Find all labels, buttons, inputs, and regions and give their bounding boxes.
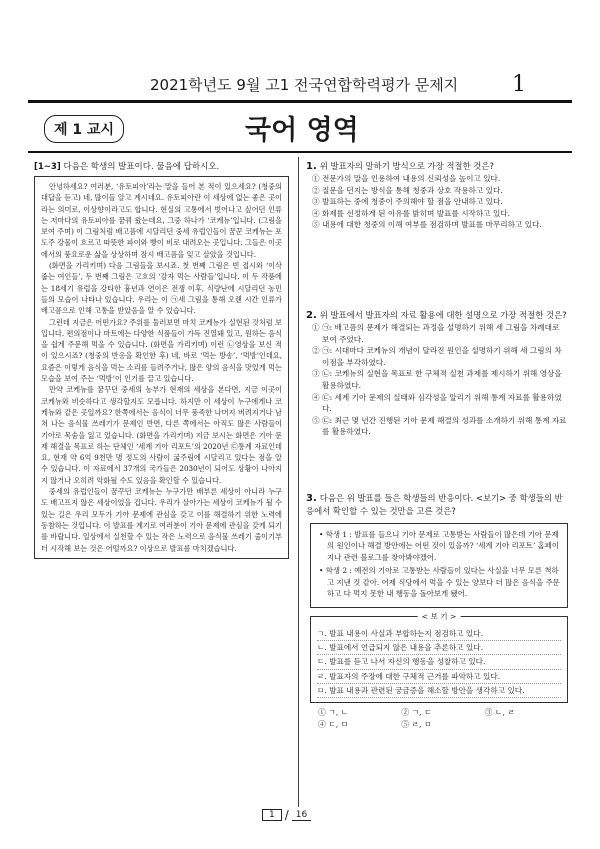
bogi-item: ㄷ. 발표를 듣고 나서 자신의 행동을 성찰하고 있다. <box>317 655 561 669</box>
answer-option[interactable]: ⑤ ㄹ, ㅁ <box>401 719 432 729</box>
student-reaction: • 학생 1 : 발표를 들으니 기아 문제로 고통받는 사람들이 많은데 기아 문제의 원인이나 해결 방안에는 어떤 것이 있을까? ‘세계 기아 리포트’ 홈페이지나 관련 블로그를 찾아봐야겠어. <box>319 529 560 562</box>
question-text: 다음은 위 발표를 들은 학생들의 반응이다. <보기> 중 학생들의 반응에서 확인할 수 있는 것만을 고른 것은? <box>306 492 563 516</box>
right-column <box>306 160 568 737</box>
exam-title: 2021학년도 9월 고1 전국연합학력평가 문제지 <box>150 76 459 94</box>
answer-option[interactable]: ⑤ ㉢: 최근 몇 년간 진행된 기아 문제 해결의 성과를 소개하기 위해 통계 자료를 활용하였다. <box>312 415 567 437</box>
question-number: 3. <box>306 492 317 504</box>
answer-option[interactable]: ④ 화제를 선정하게 된 이유를 밝히며 발표를 시작하고 있다. <box>312 208 511 218</box>
answer-choices <box>318 707 568 731</box>
passage-paragraph: 안녕하세요? 여러분, ‘유토피아’라는 말을 들어 본 적이 있으세요? (청중의 대답을 듣고) 네, 많이들 알고 계시네요. 유토피아란 이 세상에 없는 좋은 곳이라는 의미로, 이상향이라고도 합니다. 현실의 고통에서 벗어나고 싶어던 인류는 저마다의 유토피아를 꿈꿔 왔는데요, 그중 하나가 ‘코케뉴’입니다. (그림을 보여 주며) 이 그림처럼 배고픔에 시달리던 중세 유럽인들이 꿈꾼 코케뉴는 포도주 강물이 흐르고 따뜻한 파이와 빵이 비로 내려오는 곳입니다. 그들은 이곳에서의 풍요로운 삶을 상상하며 잠시 배고픔을 잊고 살았을 것입니다. <box>41 182 282 259</box>
student-reactions-box <box>310 523 568 608</box>
answer-option[interactable]: ④ ㉢: 세계 기아 문제의 실태와 심각성을 알리기 위해 통계 자료를 활용하였다. <box>312 392 562 414</box>
bogi-box <box>310 611 568 703</box>
spacer <box>306 444 568 492</box>
question-text: 위 발표자의 말하기 방식으로 가장 적절한 것은? <box>319 161 494 171</box>
current-page: 1 <box>262 809 282 821</box>
bogi-title: < 보 기 > <box>418 610 461 623</box>
answer-option[interactable]: ④ ㄷ, ㅁ <box>318 719 349 729</box>
left-column <box>34 160 289 559</box>
bogi-item: ㄹ. 발표자의 주장에 대한 구체적 근거를 파악하고 있다. <box>317 670 561 684</box>
student-reaction: • 학생 2 : 예전의 기아로 고통받는 사람들이 있다는 사실을 너무 모른 척하고 지낸 것 같아. 어제 식당에서 먹을 수 있는 양보다 더 많은 음식을 주문하고 다 먹지 못한 내 행동을 돌아보게 됐어. <box>319 566 560 599</box>
question-range: [1~3] <box>34 162 61 172</box>
spacer <box>306 237 568 309</box>
answer-option[interactable]: ② ㉠: 시대마다 코케뉴의 개념이 달라진 원인을 설명하기 위해 세 그림의 차이점을 부각하였다. <box>312 346 562 367</box>
bogi-item: ㅁ. 발표 내용과 관련된 궁금증을 해소할 방안을 생각하고 있다. <box>317 684 561 698</box>
question-stem <box>306 492 568 517</box>
answer-option[interactable]: ① ㄱ, ㄴ <box>318 707 349 717</box>
question-text: 위 발표에서 발표자의 자료 활용에 대한 설명으로 가장 적절한 것은? <box>319 309 567 320</box>
passage-instruction: 다음은 학생의 발표이다. 물음에 답하시오. <box>63 162 220 172</box>
question-stem <box>306 160 568 173</box>
question-3 <box>306 492 568 731</box>
question-2 <box>306 309 568 438</box>
page-separator: / <box>284 808 289 822</box>
bogi-item: ㄴ. 발표에서 언급되지 않은 내용을 추론하고 있다. <box>317 641 561 655</box>
question-number: 2. <box>306 309 317 321</box>
header-divider <box>28 100 572 103</box>
answer-option[interactable]: ⑤ 내용에 대한 청중의 이해 여부를 점검하며 발표를 마무리하고 있다. <box>312 220 542 230</box>
answer-option[interactable]: ③ 발표하는 중에 청중이 주의해야 할 점을 안내하고 있다. <box>312 197 503 207</box>
passage-box <box>34 176 289 559</box>
answer-option[interactable]: ② ㄱ, ㄷ <box>401 707 432 717</box>
answer-option[interactable]: ① ㉠: 배고픔의 문제가 해결되는 과정을 설명하기 위해 세 그림을 차례대로 보여 주었다. <box>312 322 560 344</box>
page-footer <box>262 808 311 822</box>
page-number: 1 <box>512 72 526 97</box>
answer-option[interactable]: ① 전문가의 말을 인용하여 내용의 신뢰성을 높이고 있다. <box>312 174 501 183</box>
passage-paragraph: (화면을 가리키며) 다음 그림들을 보시죠. 첫 번째 그림은 빈 접시와 ‘이삭 줍는 여인들’, 두 번째 그림은 고흐의 ‘감자 먹는 사람들’입니다. 이 두 작품에는 18세기 유럽을 강타한 흉년과 연이은 전쟁 이후, 식량난에 시달리던 농민들의 모습이 나타나 있습니다. 우리는 이 ㉠세 그림을 통해 오랜 시간 인류가 배고픔으로 인해 고통을 받았음을 알 수 있습니다. <box>41 261 282 316</box>
passage-paragraph: 그런데 지금은 어떤가요? 주위를 둘러보면 마치 코케뉴가 실현된 것처럼 보입니다. 편의점이나 마트에는 다양한 식품들이 가득 진열돼 있고, 원하는 음식을 쉽게 주문해 먹을 수 있습니다. (화면을 가리키며) 이런 ㉡영상을 보신 적이 있으시죠? (청중의 반응을 확인한 후) 네, 바로 ‘먹는 방송’, ‘먹방’인데요, 요즘은 이렇게 음식을 먹는 소리를 들려주거나, 많은 양의 음식을 맛있게 먹는 모습을 보여 주는 ‘먹방’이 인기를 끌고 있습니다. <box>41 317 282 384</box>
subject-divider <box>28 151 572 153</box>
column-divider <box>298 157 299 807</box>
passage-paragraph: 만약 코케뉴를 꿈꾸던 중세의 농부가 현재의 세상을 본다면, 지금 이곳이 코케뉴와 비슷하다고 생각할지도 모릅니다. 하지만 이 세상이 누구에게나 코케뉴와 같은 곳일까요? 한쪽에서는 음식이 너무 풍족한 나머지 버려지거나 남쳐 나는 음식물 쓰레기가 문제인 반면, 다른 쪽에서는 아직도 많은 사람들이 기아로 목숨을 잃고 있습니다. (화면을 가리키며) 지금 보시는 화면은 기아 문제 해결을 목표로 하는 단체인 ‘세계 기아 리포트’의 2020년 ㉢통계 자료인데요, 현재 약 6억 9천만 명 정도의 사람이 굶주림에 시달리고 있다는 점을 알 수 있습니다. 이 자료에서 37개의 국가들은 2030년이 되어도 상황이 나아지지 않거나 오히려 악화될 수도 있음을 확인할 수 있습니다. <box>41 385 282 485</box>
passage-intro <box>34 160 289 172</box>
question-1 <box>306 160 568 231</box>
answer-option[interactable]: ③ ㄴ, ㄹ <box>484 707 515 717</box>
bogi-item: ㄱ. 발표 내용이 사실과 부합하는지 점검하고 있다. <box>317 627 561 641</box>
answer-option[interactable]: ② 질문을 던지는 방식을 통해 청중과 상호 작용하고 있다. <box>312 185 503 195</box>
total-pages: 16 <box>292 810 311 821</box>
question-number: 1. <box>306 161 317 172</box>
subject-title: 국어 영역 <box>245 115 359 146</box>
session-label: 제 1 교시 <box>44 115 124 143</box>
passage-paragraph: 중세의 유럽인들이 꿈꾸던 코케뉴는 누구가만 배부른 세상이 아니라 누구도 배고프지 않은 세상이었을 겁니다. 우리가 살아가는 세상이 코케뉴가 될 수 있는 길은 우리 모두가 기아 문제에 관심을 갖고 이를 해결하기 위한 노력에 동참하는 것입니다. 이 발표를 계기로 여러분이 기아 문제에 관심을 갖게 되기를 바랍니다. 일상에서 실천할 수 있는 작은 노력으로 음식물 쓰레기 줄이기부터 시작해 보는 것은 어떨까요? 이상으로 발표를 마치겠습니다. <box>41 487 282 553</box>
question-stem <box>306 309 568 322</box>
answer-option[interactable]: ③ ㉡: 코케뉴의 실현을 목표로 한 구체적 실천 과제를 제시하기 위해 영상을 활용하였다. <box>312 369 562 390</box>
